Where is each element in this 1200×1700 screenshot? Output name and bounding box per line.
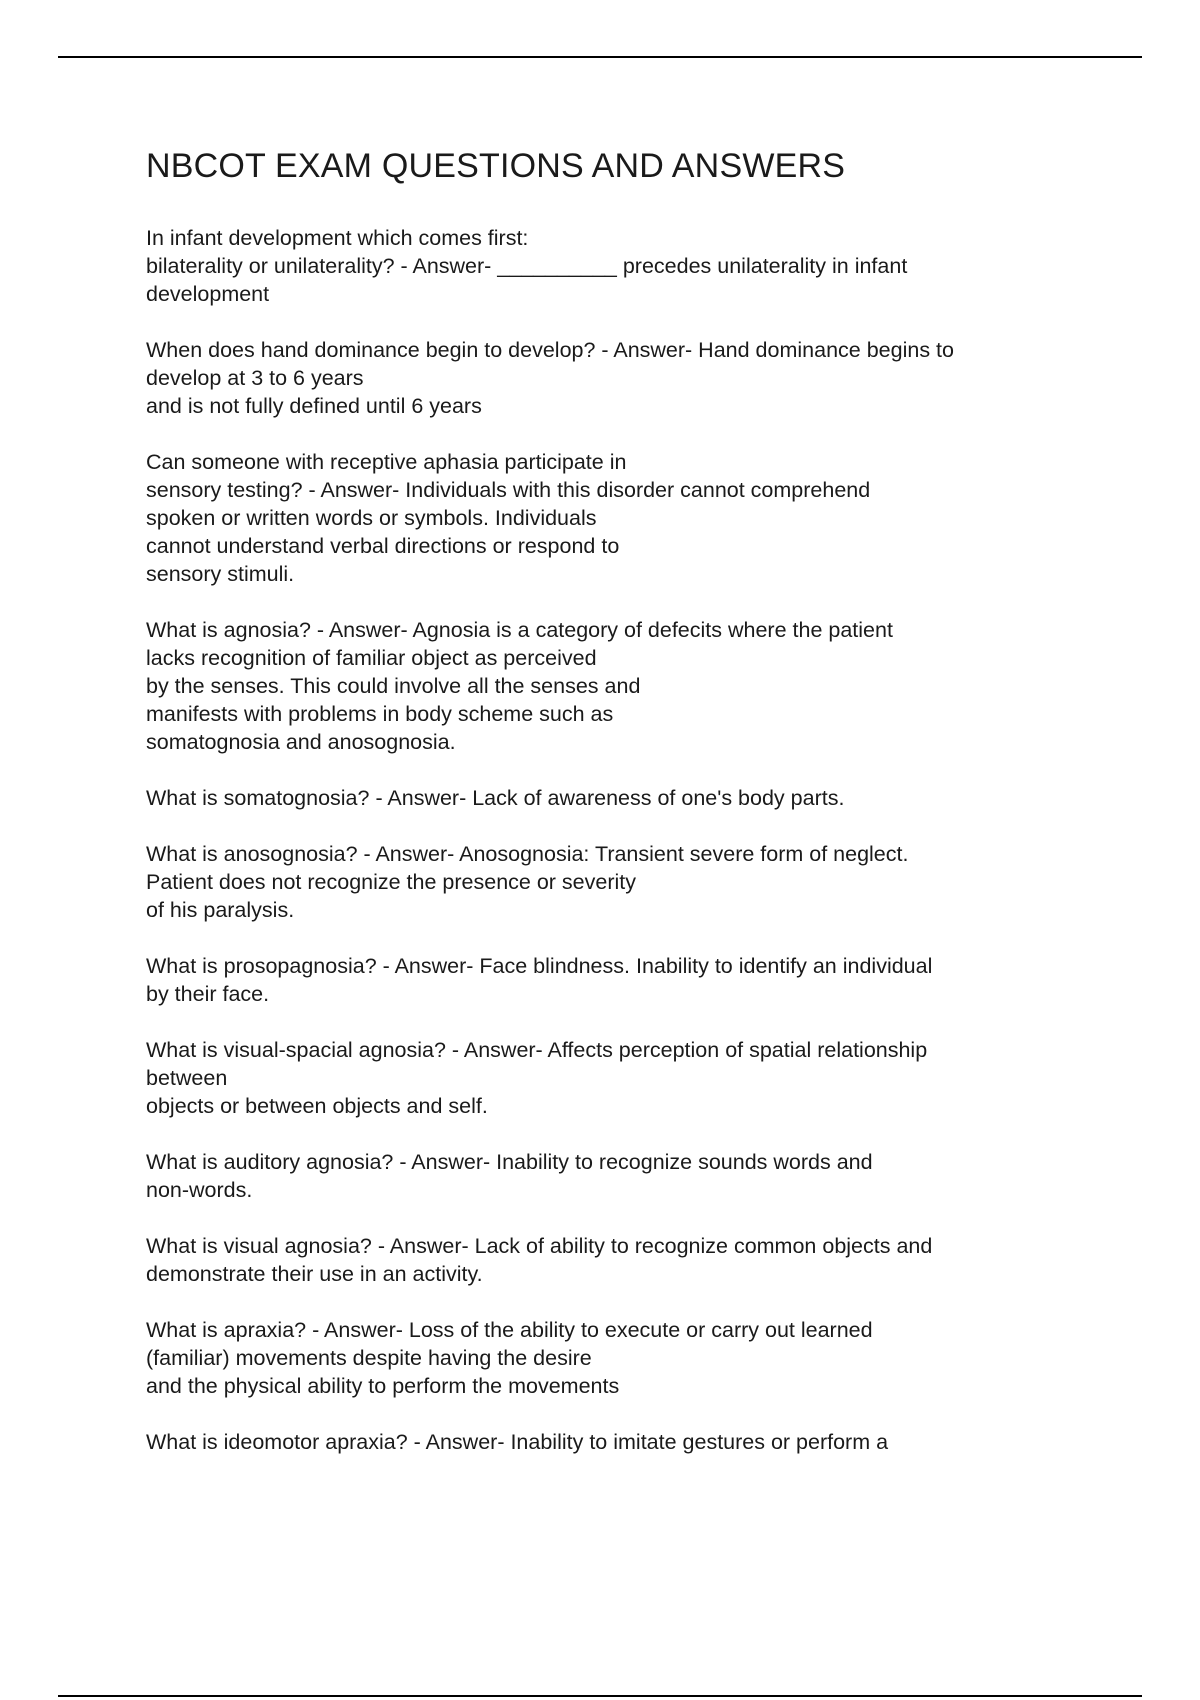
qa-text-line: In infant development which comes first: xyxy=(146,226,529,250)
qa-text-line: demonstrate their use in an activity. xyxy=(146,1262,483,1286)
qa-text-line: bilaterality or unilaterality? - Answer- __________ precedes unilaterality in infant xyxy=(146,254,908,278)
qa-item xyxy=(146,336,1066,420)
qa-item xyxy=(146,616,1066,756)
qa-text-line: cannot understand verbal directions or respond to xyxy=(146,534,620,558)
qa-text-line: develop at 3 to 6 years xyxy=(146,366,364,390)
qa-text-line: and the physical ability to perform the movements xyxy=(146,1374,620,1398)
qa-text-line: and is not fully defined until 6 years xyxy=(146,394,482,418)
qa-item xyxy=(146,1316,1066,1400)
qa-text-line: What is agnosia? - Answer- Agnosia is a category of defecits where the patient xyxy=(146,618,893,642)
qa-text-line: between xyxy=(146,1066,228,1090)
qa-text-line: What is ideomotor apraxia? - Answer- Inability to imitate gestures or perform a xyxy=(146,1430,889,1454)
qa-item xyxy=(146,1148,1066,1204)
qa-item xyxy=(146,448,1066,588)
qa-item xyxy=(146,784,1066,812)
document-page xyxy=(146,146,1066,1484)
qa-item xyxy=(146,1232,1066,1288)
top-divider xyxy=(58,56,1142,58)
qa-text-line: What is anosognosia? - Answer- Anosognosia: Transient severe form of neglect. xyxy=(146,842,909,866)
qa-text-line: objects or between objects and self. xyxy=(146,1094,488,1118)
qa-text-line: Can someone with receptive aphasia participate in xyxy=(146,450,627,474)
qa-text-line: non-words. xyxy=(146,1178,253,1202)
bottom-divider xyxy=(58,1695,1142,1697)
qa-text-line: What is visual-spacial agnosia? - Answer- Affects perception of spatial relationship xyxy=(146,1038,928,1062)
qa-text-line: What is visual agnosia? - Answer- Lack of ability to recognize common objects and xyxy=(146,1234,933,1258)
qa-text-line: What is prosopagnosia? - Answer- Face blindness. Inability to identify an individual xyxy=(146,954,933,978)
qa-text-line: of his paralysis. xyxy=(146,898,295,922)
qa-item xyxy=(146,224,1066,308)
qa-text-line: by their face. xyxy=(146,982,270,1006)
qa-text-line: Patient does not recognize the presence or severity xyxy=(146,870,637,894)
qa-text-line: sensory testing? - Answer- Individuals with this disorder cannot comprehend xyxy=(146,478,871,502)
qa-text-line: What is somatognosia? - Answer- Lack of awareness of one's body parts. xyxy=(146,786,845,810)
qa-text-line: When does hand dominance begin to develop? - Answer- Hand dominance begins to xyxy=(146,338,954,362)
qa-text-line: by the senses. This could involve all the senses and xyxy=(146,674,641,698)
qa-text-line: lacks recognition of familiar object as perceived xyxy=(146,646,597,670)
qa-text-line: (familiar) movements despite having the desire xyxy=(146,1346,592,1370)
qa-text-line: spoken or written words or symbols. Individuals xyxy=(146,506,597,530)
qa-item xyxy=(146,1036,1066,1120)
document-title: NBCOT EXAM QUESTIONS AND ANSWERS xyxy=(146,147,846,185)
qa-text-line: somatognosia and anosognosia. xyxy=(146,730,456,754)
qa-item xyxy=(146,952,1066,1008)
qa-text-line: manifests with problems in body scheme such as xyxy=(146,702,614,726)
qa-item xyxy=(146,1428,1066,1456)
qa-text-line: sensory stimuli. xyxy=(146,562,295,586)
qa-list xyxy=(146,224,1066,1456)
qa-text-line: What is auditory agnosia? - Answer- Inability to recognize sounds words and xyxy=(146,1150,873,1174)
qa-item xyxy=(146,840,1066,924)
qa-text-line: development xyxy=(146,282,270,306)
qa-text-line: What is apraxia? - Answer- Loss of the ability to execute or carry out learned xyxy=(146,1318,873,1342)
